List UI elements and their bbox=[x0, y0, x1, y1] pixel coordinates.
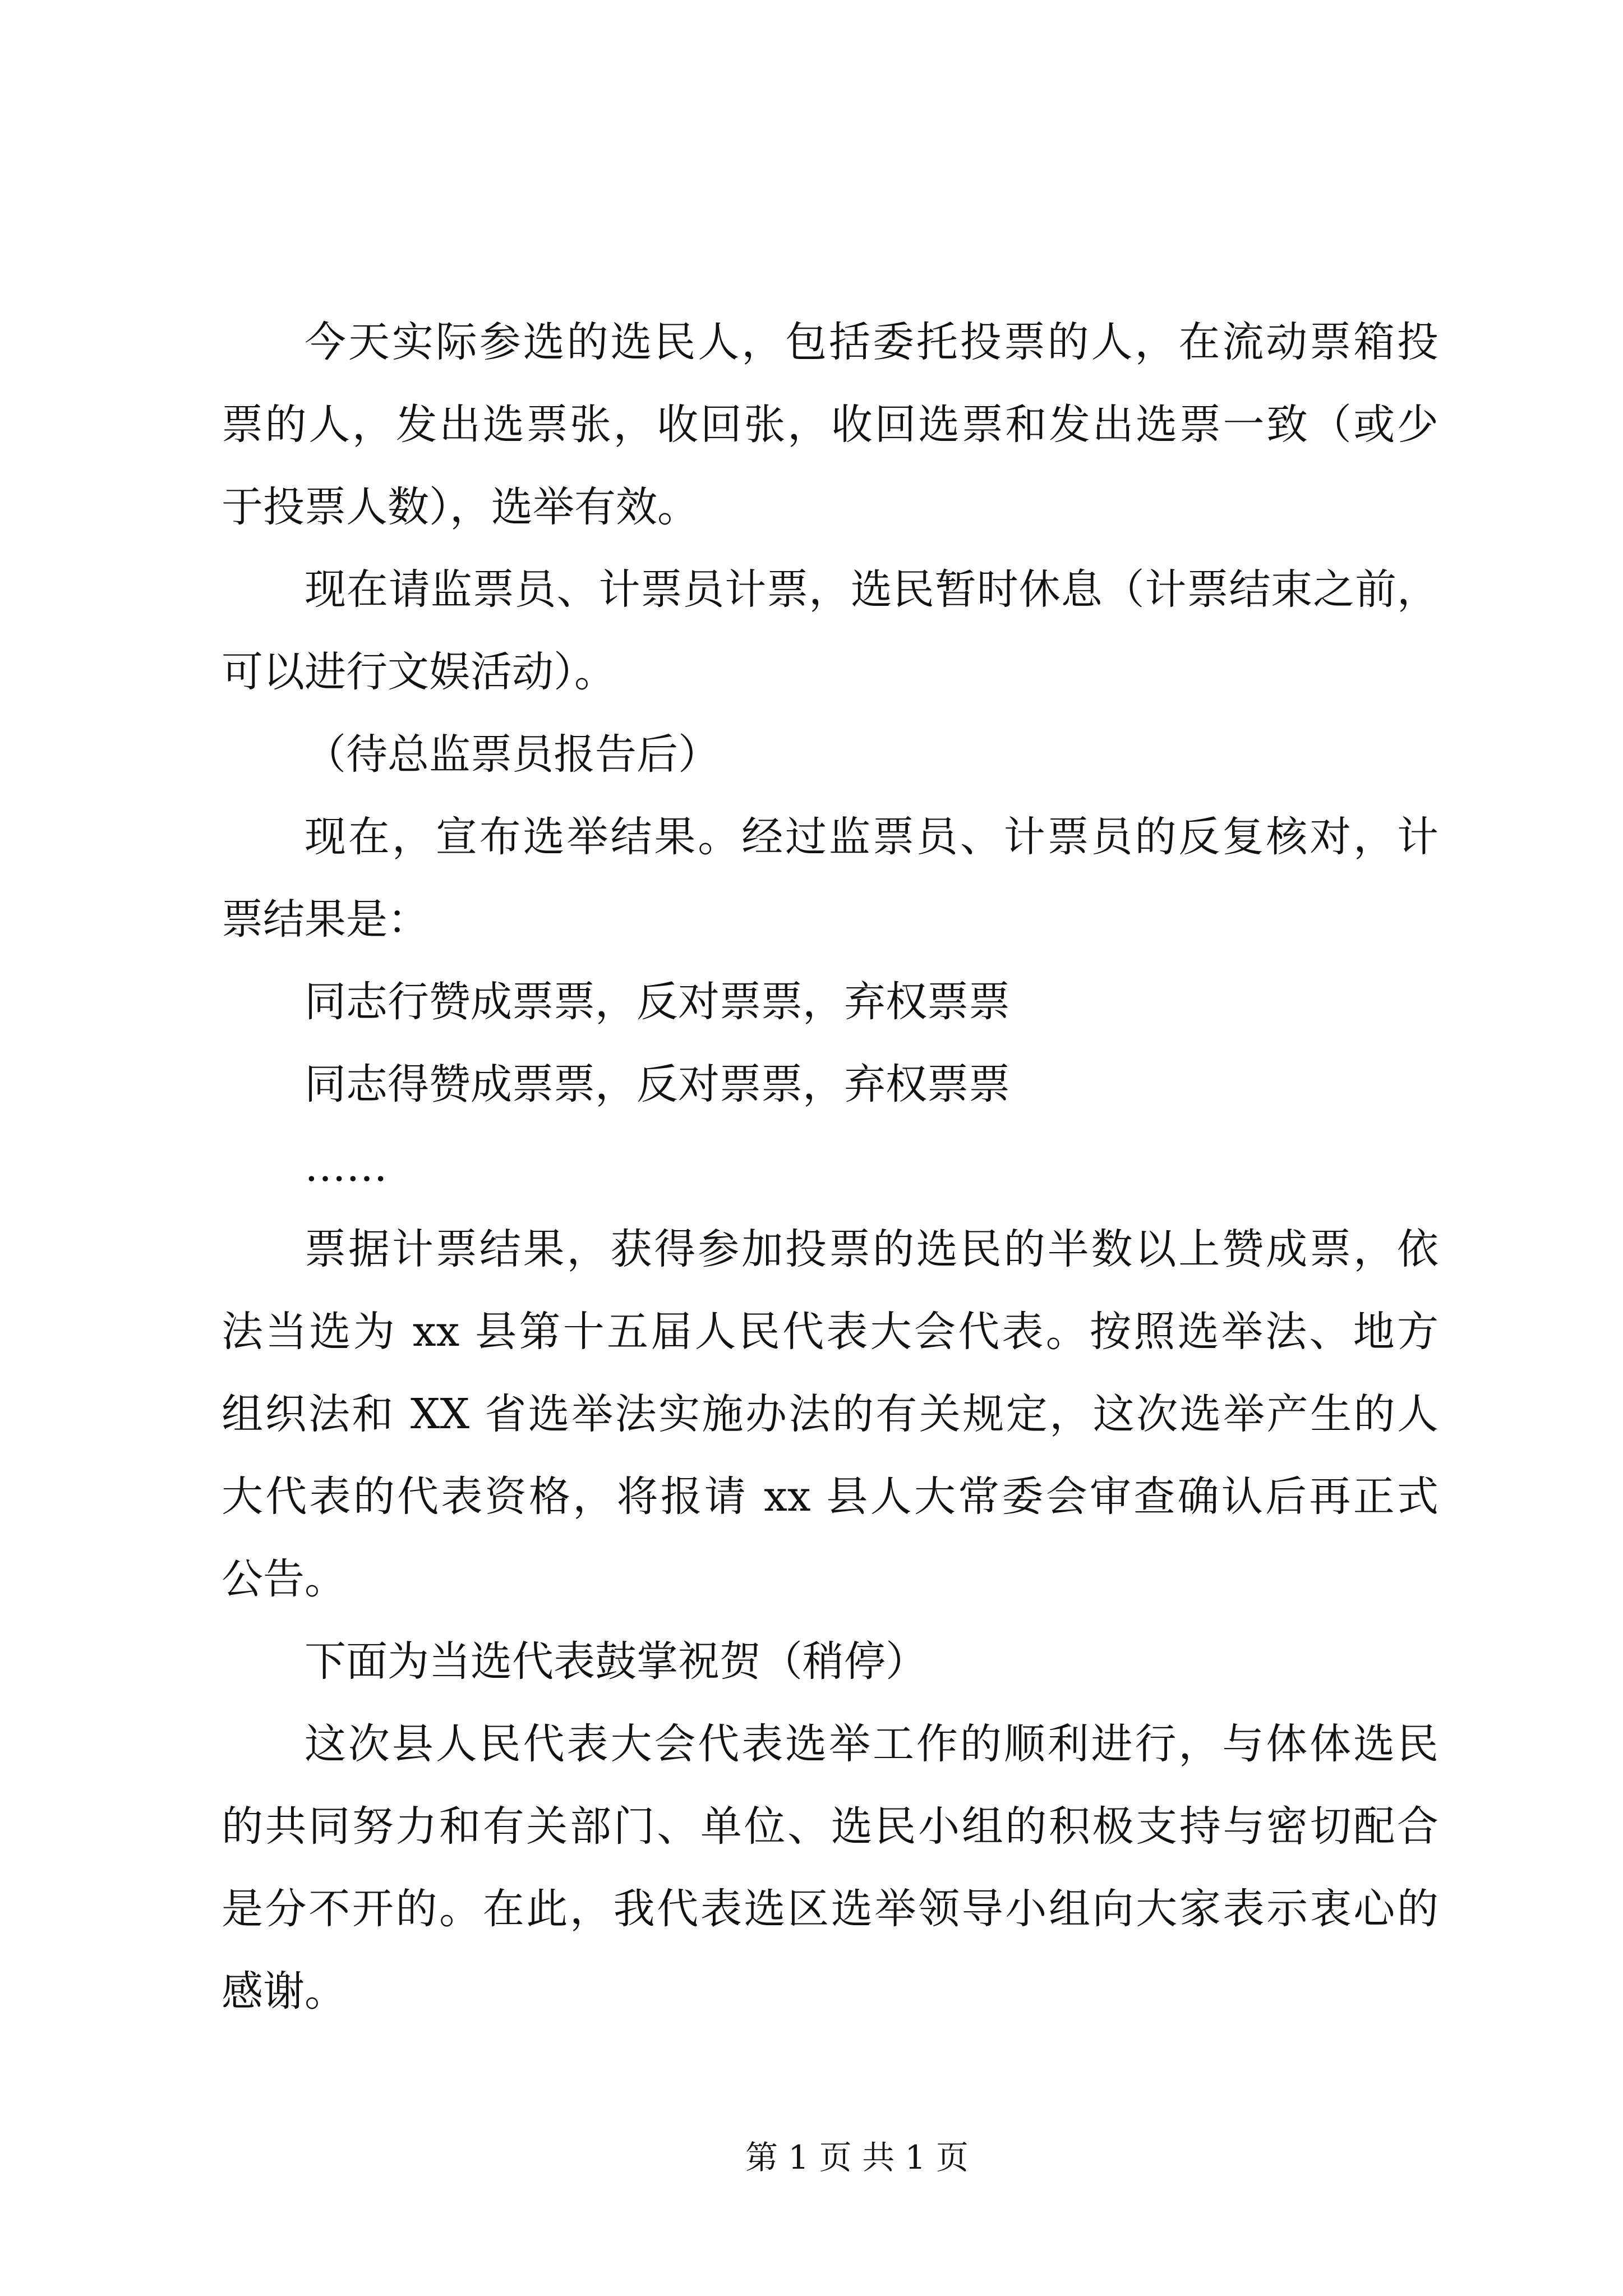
text-line: 票结果是： bbox=[222, 895, 429, 944]
text-line: 现在，宣布选举结果。经过监票员、计票员的反复核对，计 bbox=[305, 813, 1438, 861]
page-footer: 第 1 页 共 1 页 bbox=[745, 2138, 969, 2177]
paragraph bbox=[222, 549, 1438, 714]
text-line: 大代表的代表资格，将报请 xx 县人大常委会审查确认后再正式 bbox=[222, 1473, 1438, 1521]
text-line: 公告。 bbox=[222, 1555, 346, 1603]
text-line: 票据计票结果，获得参加投票的选民的半数以上赞成票，依 bbox=[305, 1225, 1438, 1273]
text-line: 于投票人数），选举有效。 bbox=[222, 483, 699, 531]
paragraph bbox=[222, 301, 1438, 549]
text-line: 现在请监票员、计票员计票，选民暂时休息（计票结束之前， bbox=[305, 565, 1438, 614]
paragraph bbox=[222, 1621, 1438, 1703]
text-line: 同志得赞成票票，反对票票，弃权票票 bbox=[305, 1060, 1010, 1108]
paragraph bbox=[222, 796, 1438, 961]
text-line: 同志行赞成票票，反对票票，弃权票票 bbox=[305, 978, 1010, 1026]
text-line: 这次县人民代表大会代表选举工作的顺利进行，与体体选民 bbox=[305, 1720, 1438, 1768]
paragraph bbox=[222, 1043, 1438, 1126]
text-line: 组织法和 XX 省选举法实施办法的有关规定，这次选举产生的人 bbox=[222, 1390, 1438, 1438]
paragraph bbox=[222, 1208, 1438, 1621]
paragraph bbox=[222, 961, 1438, 1043]
paragraph bbox=[222, 714, 1438, 796]
text-line: 的共同努力和有关部门、单位、选民小组的积极支持与密切配合 bbox=[222, 1802, 1438, 1851]
text-line: 票的人，发出选票张，收回张，收回选票和发出选票一致（或少 bbox=[222, 401, 1438, 449]
text-line: （待总监票员报告后） bbox=[305, 730, 720, 779]
paragraph bbox=[222, 1126, 1438, 1208]
text-line: 法当选为 xx 县第十五届人民代表大会代表。按照选举法、地方 bbox=[222, 1308, 1438, 1356]
text-line: 感谢。 bbox=[222, 1967, 346, 2016]
text-line: 可以进行文娱活动）。 bbox=[222, 648, 616, 696]
text-line: 今天实际参选的选民人，包括委托投票的人，在流动票箱投 bbox=[305, 318, 1438, 366]
text-line: 下面为当选代表鼓掌祝贺（稍停） bbox=[305, 1637, 927, 1686]
text-line: 是分不开的。在此，我代表选区选举领导小组向大家表示衷心的 bbox=[222, 1885, 1438, 1933]
paragraph bbox=[222, 1703, 1438, 2033]
document-body bbox=[222, 301, 1438, 2033]
text-line: …… bbox=[305, 1143, 388, 1191]
